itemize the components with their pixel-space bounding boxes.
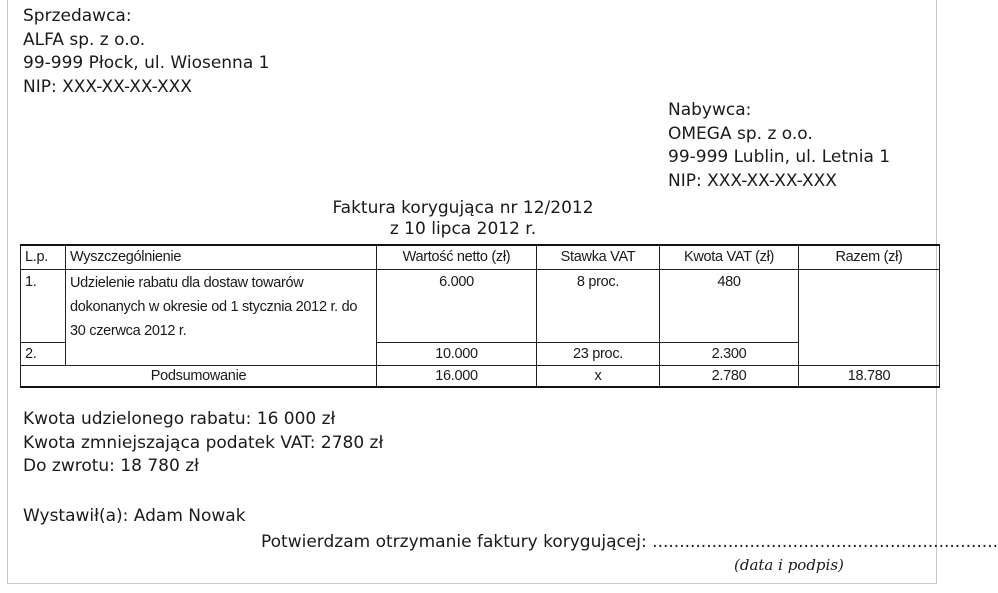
invoice-table	[20, 244, 940, 388]
summary-vat-amount: 2.780	[660, 366, 799, 388]
seller-nip: NIP: XXX-XX-XX-XXX	[23, 76, 192, 97]
issued-by: Wystawił(a): Adam Nowak	[23, 506, 246, 526]
invoice-title: Faktura korygująca nr 12/2012	[332, 198, 594, 218]
buyer-nip: NIP: XXX-XX-XX-XXX	[668, 170, 837, 191]
summary-block	[23, 408, 383, 479]
row-total-empty	[799, 270, 940, 366]
header-lp: L.p.	[21, 245, 66, 270]
row-vat-amount: 2.300	[660, 343, 799, 366]
seller-block	[23, 5, 269, 99]
signature-dots: ................................................................	[652, 532, 998, 552]
table-header-row	[21, 245, 940, 270]
header-description: Wyszczególnienie	[66, 245, 377, 270]
date-signature-caption: (data i podpis)	[734, 556, 844, 574]
buyer-address: 99-999 Lublin, ul. Letnia 1	[668, 147, 891, 167]
table-row	[21, 270, 940, 343]
buyer-block	[668, 99, 890, 193]
table-summary-row	[21, 366, 940, 388]
seller-address: 99-999 Płock, ul. Wiosenna 1	[23, 53, 270, 73]
row-lp: 1.	[21, 270, 66, 343]
seller-name: ALFA sp. z o.o.	[23, 29, 146, 50]
buyer-heading: Nabywca:	[668, 100, 752, 120]
row-vat-amount: 480	[660, 270, 799, 343]
seller-heading: Sprzedawca:	[23, 6, 132, 26]
summary-vat-rate: x	[537, 366, 660, 388]
row-description: Udzielenie rabatu dla dostaw towarów dokonanych w okresie od 1 stycznia 2012 r. do 30 czerwca 2012 r.	[66, 270, 377, 366]
refund-amount: Do zwrotu: 18 780 zł	[23, 456, 199, 476]
summary-label: Podsumowanie	[21, 366, 377, 388]
discount-amount: Kwota udzielonego rabatu: 16 000 zł	[23, 409, 336, 429]
summary-net: 16.000	[377, 366, 537, 388]
vat-reduction: Kwota zmniejszająca podatek VAT: 2780 zł	[23, 432, 384, 453]
header-net: Wartość netto (zł)	[377, 245, 537, 270]
summary-total: 18.780	[799, 366, 940, 388]
invoice-date: z 10 lipca 2012 r.	[389, 219, 537, 239]
buyer-name: OMEGA sp. z o.o.	[668, 123, 813, 144]
row-net: 6.000	[377, 270, 537, 343]
header-total: Razem (zł)	[799, 245, 940, 270]
row-vat-rate: 23 proc.	[537, 343, 660, 366]
header-vat-amount: Kwota VAT (zł)	[660, 245, 799, 270]
row-net: 10.000	[377, 343, 537, 366]
row-lp: 2.	[21, 343, 66, 366]
invoice-document	[7, 0, 998, 584]
header-vat-rate: Stawka VAT	[537, 245, 660, 270]
confirmation-line	[261, 531, 998, 554]
row-vat-rate: 8 proc.	[537, 270, 660, 343]
confirmation-text: Potwierdzam otrzymanie faktury korygującej:	[261, 532, 647, 552]
